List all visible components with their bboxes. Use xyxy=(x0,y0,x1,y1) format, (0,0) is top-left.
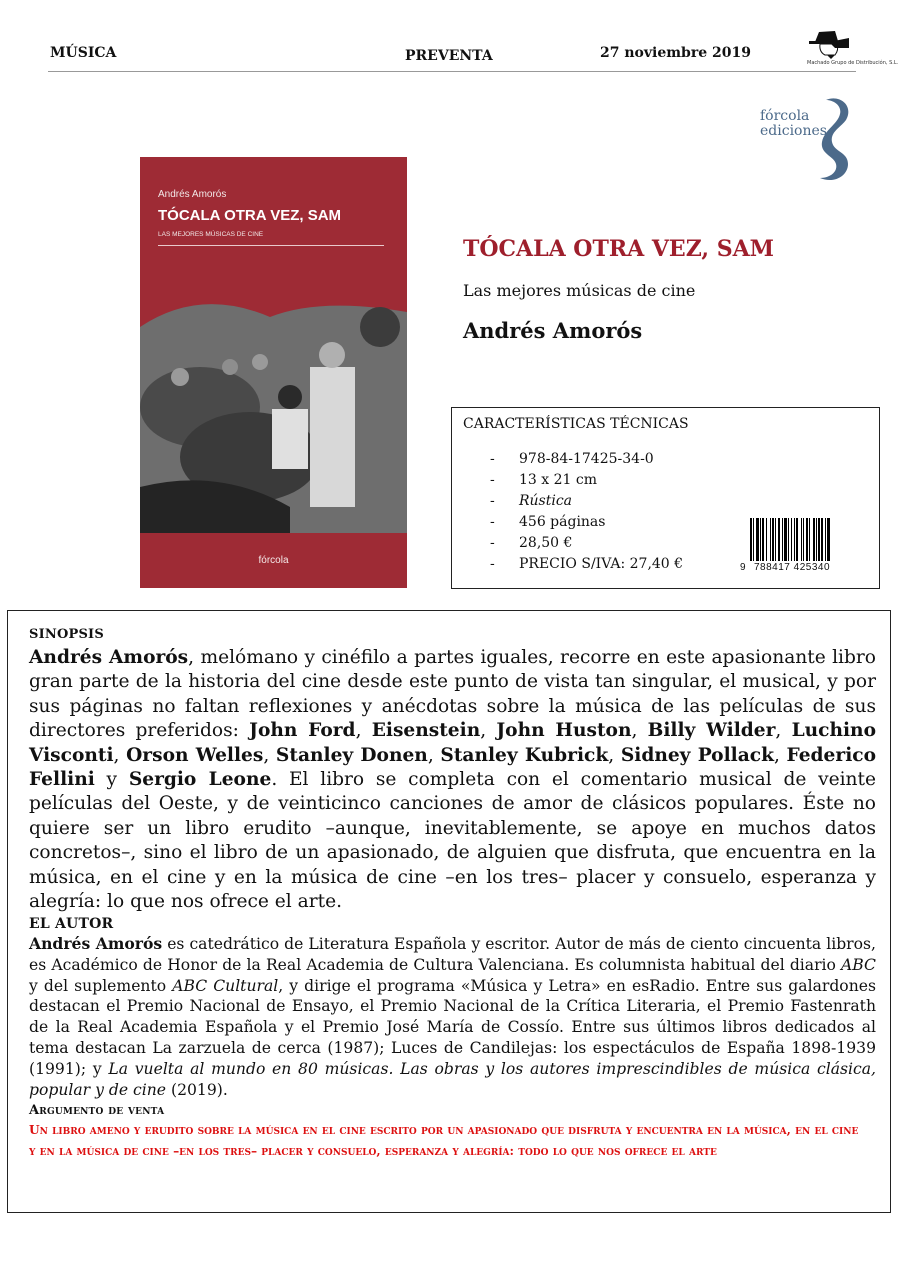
barcode-digits: 788417 425340 xyxy=(754,562,831,573)
barcode-bar xyxy=(813,518,815,561)
cover-subtitle: LAS MEJORES MÚSICAS DE CINE xyxy=(158,231,264,238)
spec-value: 28,50 € xyxy=(519,535,573,551)
book-cover xyxy=(140,157,407,588)
director: Eisenstein xyxy=(371,720,481,742)
publisher-logo-line2: ediciones xyxy=(760,123,827,139)
barcode-bar xyxy=(818,518,820,561)
sales-argument-heading: Argumento de venta xyxy=(29,1103,165,1118)
barcode-bar xyxy=(806,518,808,561)
book-author: Andrés Amorós xyxy=(463,318,643,343)
barcode-bar xyxy=(760,518,761,561)
barcode-bar xyxy=(803,518,804,561)
specs-box xyxy=(451,407,880,589)
header-rule xyxy=(48,71,856,72)
director: Billy Wilder xyxy=(647,720,776,742)
barcode-bar xyxy=(784,518,787,561)
barcode-bar xyxy=(762,518,764,561)
header-category: MÚSICA xyxy=(50,45,117,61)
spec-value: Rústica xyxy=(519,493,573,509)
barcode-bar xyxy=(788,518,789,561)
barcode-bar xyxy=(756,518,759,561)
spec-binding: - Rústica xyxy=(490,493,573,509)
director: Stanley Donen xyxy=(275,744,428,766)
barcode-bar xyxy=(827,518,830,561)
author-bio-abc-cultural: ABC Cultural xyxy=(172,976,279,995)
barcode-bar xyxy=(750,518,752,561)
author-bio xyxy=(29,934,876,1100)
director: Stanley Kubrick xyxy=(440,744,609,766)
spec-value: PRECIO S/IVA: 27,40 € xyxy=(519,556,684,572)
synopsis-author: Andrés Amorós xyxy=(29,647,189,668)
specs-list xyxy=(490,449,683,575)
barcode-bar xyxy=(753,518,754,561)
description-box xyxy=(7,610,891,1213)
director: Sidney Pollack xyxy=(620,744,774,766)
author-name: Andrés Amorós xyxy=(29,934,163,953)
barcode-bar xyxy=(801,518,802,561)
synopsis-part1: , melómano y cinéfilo a partes iguales, recorre en este apasionante libro gran parte de la historia del cine desde este punto de vista tan singular, el musical, y por sus páginas no faltan reflexiones y anécdotas sobre la música de las películas de sus directores preferidos: xyxy=(29,647,876,742)
spec-value: 978-84-17425-34-0 xyxy=(519,451,654,467)
author-bio-part4: (2019). xyxy=(166,1080,228,1099)
barcode-bar xyxy=(770,518,771,561)
spec-pages: - 456 páginas xyxy=(490,514,606,530)
book-title: TÓCALA OTRA VEZ, SAM xyxy=(463,236,774,262)
cover-publisher: fórcola xyxy=(258,555,289,566)
barcode-first-digit: 9 xyxy=(740,562,746,573)
barcode-bar xyxy=(825,518,826,561)
distributor-caption: Machado Grupo de Distribución, S.L. xyxy=(807,60,899,66)
author-bio-part1: es catedrático de Literatura Española y escritor. Autor de más de ciento cincuenta libros, es Académico de Honor de la Real Academia de Cultura Valenciana. Es columnista habitual del diario xyxy=(29,935,876,974)
spec-value: 13 x 21 cm xyxy=(519,472,597,488)
cover-author: Andrés Amorós xyxy=(158,189,227,200)
barcode-bar xyxy=(772,518,774,561)
spec-isbn: - 978-84-17425-34-0 xyxy=(490,451,654,467)
author-bio-italic-titles: La vuelta al mundo en 80 músicas. Las obras y los autores imprescindibles de música clásica, popular y de cine xyxy=(29,1059,876,1099)
barcode-bar xyxy=(775,518,776,561)
author-bio-part3: , y dirige el programa «Música y Letra» en esRadio. Entre sus galardones destacan el Premio Nacional de Ensayo, el Premio Nacional de la Crítica Literaria, el Premio Fastenrath de la Real Academia Española y el Premio José María de Cossío. Entre sus últimos libros dedicados al tema destacan La zarzuela de cerca (1987); Luces de Candilejas: los espectáculos de España 1898-1939 (1991); y xyxy=(29,976,876,1078)
spec-value: 456 páginas xyxy=(519,514,606,530)
barcode-bars xyxy=(750,518,868,561)
publisher-logo-line1: fórcola xyxy=(760,108,810,124)
director: Luchino Visconti xyxy=(29,720,876,766)
barcode-bar xyxy=(778,518,780,561)
author-bio-part2: y del suplemento xyxy=(29,976,173,995)
author-bio-abc: ABC xyxy=(841,955,876,974)
hat-man-icon xyxy=(805,28,851,60)
barcode-bar xyxy=(791,518,792,561)
spec-size: - 13 x 21 cm xyxy=(490,472,597,488)
cover-photo xyxy=(140,257,407,533)
specs-title: CARACTERÍSTICAS TÉCNICAS xyxy=(463,416,689,432)
barcode-bar xyxy=(809,518,810,561)
director: John Ford xyxy=(249,720,356,742)
barcode-bar xyxy=(766,518,767,561)
distributor-logo xyxy=(805,28,899,70)
publisher-logo xyxy=(760,92,860,184)
cover-title: TÓCALA OTRA VEZ, SAM xyxy=(158,207,342,224)
header-date: 27 noviembre 2019 xyxy=(600,45,751,61)
director: Sergio Leone xyxy=(128,769,272,791)
author-heading: EL AUTOR xyxy=(29,916,114,932)
barcode-bar xyxy=(782,518,783,561)
director: John Huston xyxy=(496,720,632,742)
synopsis-heading: SINOPSIS xyxy=(29,627,104,642)
sales-argument-text: Un libro ameno y erudito sobre la música en el cine escrito por un apasionado que disfruta y encuentra en la música, en el cine y en la música de cine –en los tres– placer y consuelo, esperanza y alegría: todo lo que nos ofrece el arte xyxy=(29,1123,859,1158)
barcode-bar xyxy=(794,518,795,561)
director: Federico Fellini xyxy=(29,744,876,791)
synopsis-part2: . El libro se completa con el comentario musical de veinte películas del Oeste, y de veinticinco canciones de amor de clásicos populares. Éste no quiere ser un libro erudito –aunque, inevitablemente, se apoye en muchos datos concretos–, sino el libro de un apasionado, de alguien que disfruta, que encuentra en la música, en el cine y en la música de cine –en los tres– placer y consuelo, esperanza y alegría: lo que nos ofrece el arte. xyxy=(29,769,877,913)
header-status: PREVENTA xyxy=(405,48,493,64)
barcode-bar xyxy=(796,518,798,561)
barcode-bar xyxy=(816,518,817,561)
barcode-bar xyxy=(821,518,823,561)
spec-price: - 28,50 € xyxy=(490,535,573,551)
spec-price-no-vat: - PRECIO S/IVA: 27,40 € xyxy=(490,556,684,572)
synopsis-text: Andrés Amorós, melómano y cinéfilo a partes iguales, recorre en este apasionante libro gran parte de la historia del cine desde este punto de vista tan singular, el musical, y por sus páginas no faltan reflexiones y anécdotas sobre la música de las películas de sus directores preferidos: John Ford, Eisenstein, John Huston, Billy Wilder, Luchino Visconti, Orson Welles, Stanley Donen, Stanley Kubrick, Sidney Pollack, Federico Fellini y Sergio Leone. El libro se completa con el comentario musical de veinte películas del Oeste, y de veinticinco canciones de amor de clásicos populares. Éste no quiere ser un libro erudito –aunque, inevitablemente, se apoye en muchos datos concretos–, sino el libro de un apasionado, de alguien que disfruta, que encuentra en la música, en el cine y en la música de cine –en los tres– placer y consuelo, esperanza y alegría: lo que nos ofrece el arte. xyxy=(29,647,877,913)
barcode xyxy=(740,516,870,574)
director: Orson Welles xyxy=(126,744,264,766)
book-subtitle: Las mejores músicas de cine xyxy=(463,281,696,300)
cover-rule xyxy=(158,245,384,246)
